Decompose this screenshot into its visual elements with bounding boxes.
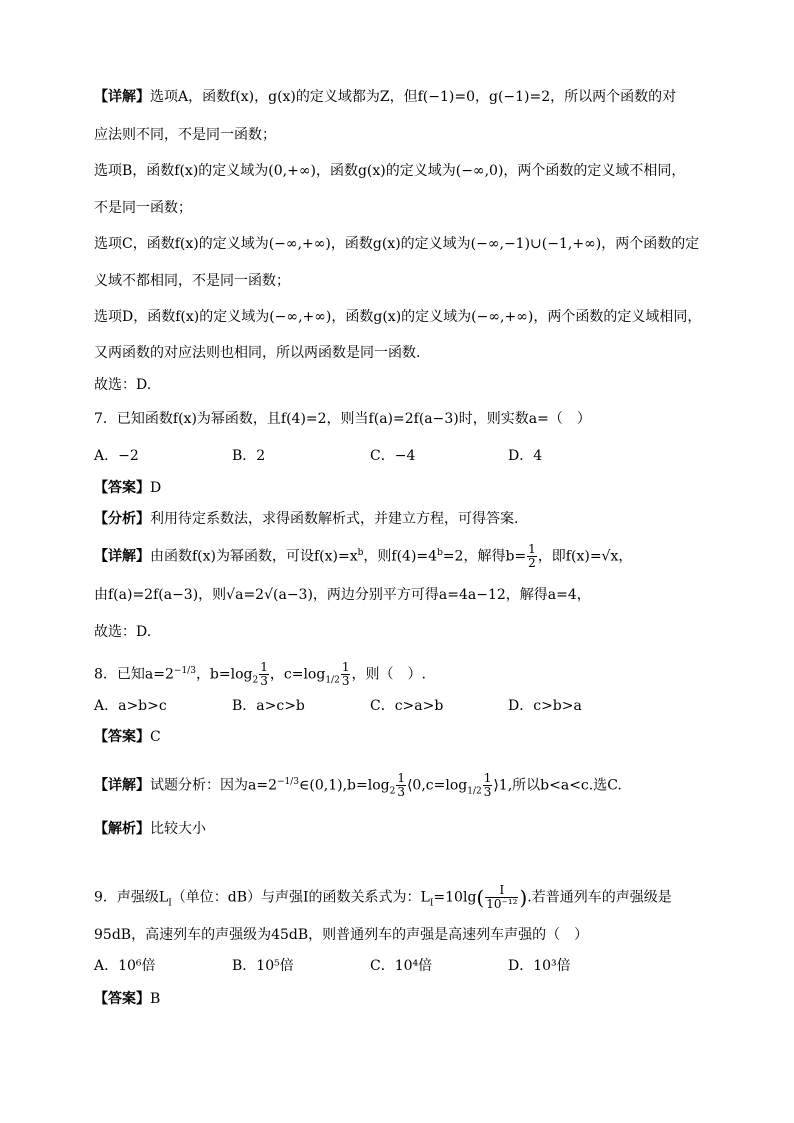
q9-stem-1b: （单位：dB）与声强I的函数关系式为：L: [171, 889, 430, 906]
q8-stem: [94, 661, 724, 690]
q7-detail-line-2: 由f(a)=2f(a−3)，则√a=2√(a−3)，两边分别平方可得a=4a−12，解得a=4，: [94, 587, 591, 603]
q9-fraction: [485, 884, 518, 911]
q8-detail-a: 试题分析：因为a=2: [150, 777, 277, 794]
q8-option-b: B．a>c>b: [232, 698, 305, 714]
q9-paren-close: ): [519, 885, 528, 910]
q9-option-a: A．10⁶倍: [94, 958, 156, 974]
q8-parse-line: [94, 819, 724, 839]
q8-stem-frac-2-num: 1: [341, 660, 350, 675]
detail-tag: 【详解】: [94, 548, 150, 565]
q7-analysis: 利用待定系数法，求得函数解析式，并建立方程，可得答案.: [150, 511, 519, 527]
q9-option-b: B．10⁵倍: [232, 958, 294, 974]
q7-frac-den: 2: [528, 556, 536, 571]
q9-stem-1a: 9．声强级L: [94, 889, 169, 906]
q7-detail-1a: 由函数f(x)为幂函数，可设f(x)=x: [150, 548, 358, 565]
q9-frac-num: I: [485, 884, 518, 898]
answer-tag: 【答案】: [94, 729, 150, 745]
q8-stem-c: ，c=log: [269, 666, 326, 683]
q6-detail-line-3: 选项B，函数f(x)的定义域为(0,+∞)，函数g(x)的定义域为(−∞,0)，两个函数的定义域不相同，: [94, 163, 686, 179]
q6-detail-a-1: 选项A，函数f(x)，g(x)的定义域都为Z，但f(−1)=0，g(−1)=2，所以两个函数的对: [150, 89, 677, 105]
q8-stem-frac-2-den: 3: [341, 674, 350, 689]
q6-detail-line-6: 义域不都相同，不是同一函数；: [94, 273, 290, 289]
q9-frac-den: 10⁻¹²: [486, 897, 518, 911]
q8-stem-a: 8．已知a=2: [94, 666, 174, 683]
q8-detail-b-base: 2: [389, 786, 396, 797]
q9-paren-open: (: [476, 885, 485, 910]
q7-option-b: B．2: [232, 448, 266, 464]
parse-tag: 【解析】: [94, 821, 150, 837]
q7-answer-line: [94, 478, 724, 498]
q6-detail-line-8: 又两函数的对应法则也相同，所以两函数是同一函数.: [94, 345, 421, 361]
q8-detail-mid: ⟨0,c=log: [406, 777, 468, 794]
q9-stem-sub-2: I: [429, 898, 434, 909]
q7-answer: D: [150, 480, 162, 496]
q7-option-c: C．−4: [370, 448, 416, 464]
answer-tag: 【答案】: [94, 991, 150, 1007]
q9-stem-1d: .若普通列车的声强级是: [527, 889, 672, 906]
q8-detail-line: [94, 772, 724, 801]
q8-detail-c-base: 1/2: [467, 786, 482, 797]
q8-detail-frac-1-den: 3: [397, 785, 405, 800]
q7-detail-1c: ，则f(4)=4: [363, 548, 438, 565]
q8-answer-line: [94, 727, 724, 747]
q7-choice: 故选：D.: [94, 624, 152, 640]
q8-stem-b-base: 2: [252, 675, 259, 686]
q7-fraction: [527, 543, 537, 570]
q8-stem-frac-1-num: 1: [260, 660, 268, 675]
q8-stem-exp: −1/3: [173, 666, 196, 676]
answer-tag: 【答案】: [94, 480, 150, 496]
q9-stem-sub-1: I: [168, 898, 172, 909]
q9-stem-line-2: 95dB，高速列车的声强级为45dB，则普通列车的声强是高速列车声强的（ ）: [94, 927, 589, 943]
analysis-tag: 【分析】: [94, 511, 150, 527]
q9-stem-1c: =10lg: [433, 889, 477, 906]
q8-detail-frac-2-den: 3: [483, 785, 492, 800]
q8-stem-frac-1-den: 3: [260, 674, 268, 689]
q8-detail-exp: −1/3: [276, 777, 300, 787]
q7-frac-num: 1: [528, 542, 536, 557]
q7-detail-1g: ，即f(x)=√x，: [537, 548, 633, 565]
q8-detail-frac-1: [396, 772, 406, 799]
q8-stem-b: ，b=log: [195, 666, 253, 683]
q7-detail-line-1: [94, 543, 724, 570]
q6-choice: 故选：D.: [94, 377, 152, 393]
q8-detail-frac-1-num: 1: [397, 771, 405, 786]
detail-tag: 【详解】: [94, 777, 150, 794]
q6-detail-line-7: 选项D，函数f(x)的定义域为(−∞,+∞)，函数g(x)的定义域为(−∞,+∞)，两个函数的定义域相同，: [94, 309, 702, 325]
q8-detail-frac-2: [483, 772, 493, 799]
q7-option-a: A．−2: [94, 448, 139, 464]
q9-answer: B: [150, 991, 161, 1007]
q9-stem-line-1: [94, 884, 724, 913]
q9-answer-line: [94, 989, 724, 1009]
q8-stem-c-base: 1/2: [325, 675, 340, 686]
q6-detail-line-5: 选项C，函数f(x)的定义域为(−∞,+∞)，函数g(x)的定义域为(−∞,−1)∪(−1,+∞)，两个函数的定: [94, 236, 700, 252]
q8-option-d: D．c>b>a: [508, 698, 582, 714]
q9-option-d: D．10³倍: [508, 958, 571, 974]
q7-detail-1e: =2，解得b=: [442, 548, 527, 565]
q8-detail-frac-2-num: 1: [483, 771, 492, 786]
q7-option-d: D．4: [508, 448, 543, 464]
q8-parse: 比较大小: [150, 821, 206, 837]
q7-exp-b2: b: [437, 548, 443, 558]
q6-detail-line-2: 应法则不同，不是同一函数；: [94, 127, 276, 143]
q8-detail-end: ⟩1,所以b<a<c.选C.: [493, 777, 622, 794]
q8-detail-b: ∈(0,1),b=log: [299, 777, 390, 794]
q8-option-a: A．a>b>c: [94, 698, 167, 714]
q7-exp-b: b: [357, 548, 364, 558]
q7-analysis-line: [94, 509, 724, 529]
q9-option-c: C．10⁴倍: [370, 958, 433, 974]
q8-answer: C: [150, 729, 161, 745]
q6-detail-line-1: [94, 87, 724, 107]
q6-detail-line-4: 不是同一函数；: [94, 200, 192, 216]
detail-tag: 【详解】: [94, 89, 150, 105]
q8-stem-end: ，则（ ）.: [351, 666, 426, 683]
q8-stem-frac-1: [259, 661, 269, 688]
q8-stem-frac-2: [341, 661, 351, 688]
q7-stem: 7．已知函数f(x)为幂函数，且f(4)=2，则当f(a)=2f(a−3)时，则实数a=（ ）: [94, 411, 591, 427]
q8-option-c: C．c>a>b: [370, 698, 444, 714]
